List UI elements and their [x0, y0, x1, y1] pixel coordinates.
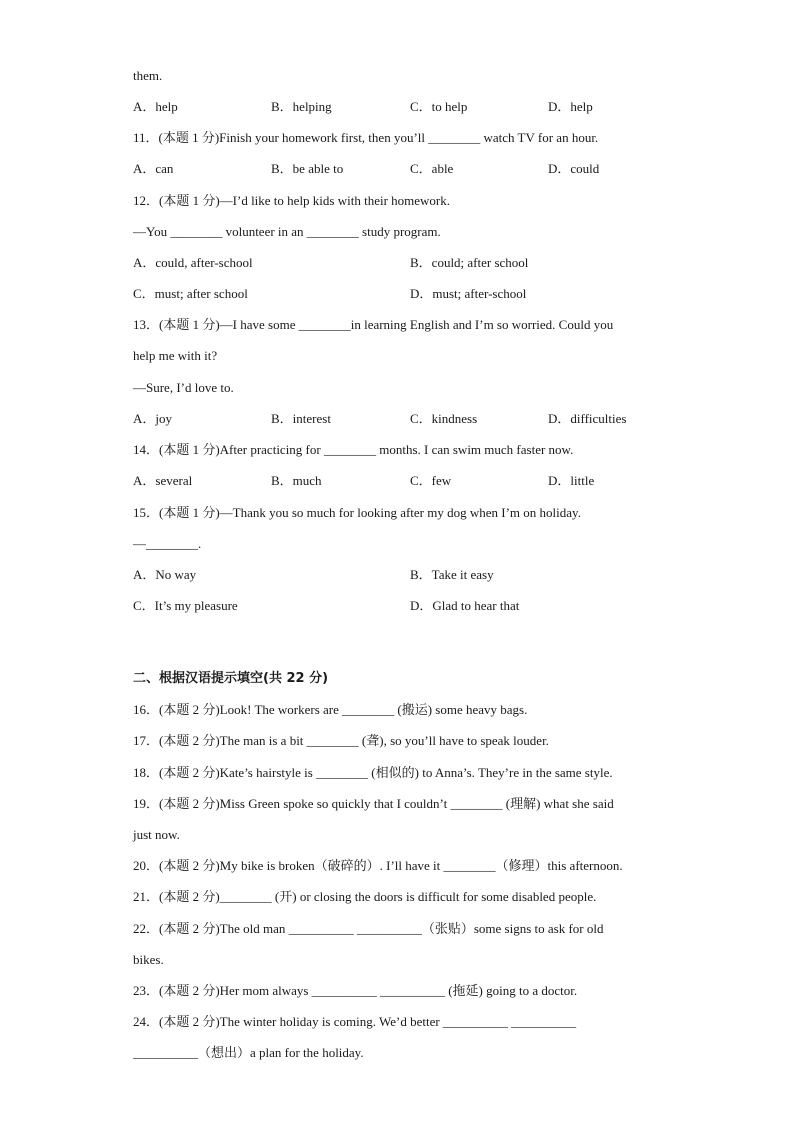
option-d: D．little [548, 473, 595, 488]
option-d: D．help [548, 99, 593, 114]
option-c: C．must; after school [133, 286, 248, 301]
option-a: A．can [133, 161, 174, 176]
option-c: C．few [410, 473, 452, 488]
question-15-line2: —________. [133, 536, 202, 551]
question-20: 20．(本题 2 分)My bike is broken（破碎的）. I’ll have it ________（修理）this afternoon. [133, 858, 623, 873]
question-21: 21．(本题 2 分)________ (开) or closing the doors is difficult for some disabled people. [133, 889, 597, 904]
option-a: A．could, after-school [133, 255, 253, 270]
question-13: 13．(本题 1 分)—I have some ________in learning English and I’m so worried. Could you [133, 317, 614, 332]
question-19: 19．(本题 2 分)Miss Green spoke so quickly that I couldn’t ________ (理解) what she said [133, 796, 614, 811]
question-11: 11．(本题 1 分)Finish your homework first, then you’ll ________ watch TV for an hour. [133, 130, 599, 145]
option-a: A．No way [133, 567, 197, 582]
question-12: 12．(本题 1 分)—I’d like to help kids with their homework. [133, 193, 451, 208]
option-c: C．kindness [410, 411, 478, 426]
option-a: A．help [133, 99, 178, 114]
option-c: C．able [410, 161, 454, 176]
question-24: 24．(本题 2 分)The winter holiday is coming. We’d better __________ __________ [133, 1014, 577, 1029]
question-17: 17．(本题 2 分)The man is a bit ________ (聋), so you’ll have to speak louder. [133, 733, 549, 748]
question-24-line2: __________（想出）a plan for the holiday. [133, 1045, 364, 1060]
question-19-line2: just now. [133, 827, 180, 842]
question-22: 22．(本题 2 分)The old man __________ __________（张贴）some signs to ask for old [133, 921, 604, 936]
question-12-line2: —You ________ volunteer in an ________ study program. [133, 224, 441, 239]
question-23: 23．(本题 2 分)Her mom always __________ __________ (拖延) going to a doctor. [133, 983, 578, 998]
question-14: 14．(本题 1 分)After practicing for ________ months. I can swim much faster now. [133, 442, 574, 457]
question-13-line3: —Sure, I’d love to. [133, 380, 234, 395]
option-b: B．much [271, 473, 322, 488]
option-b: B．interest [271, 411, 331, 426]
option-b: B．could; after school [410, 255, 529, 270]
option-b: B．helping [271, 99, 332, 114]
option-b: B．be able to [271, 161, 344, 176]
option-c: C．It’s my pleasure [133, 598, 238, 613]
section-heading: 二、根据汉语提示填空(共 22 分) [133, 671, 329, 686]
option-c: C．to help [410, 99, 468, 114]
question-13-line2: help me with it? [133, 348, 218, 363]
option-b: B．Take it easy [410, 567, 494, 582]
question-15: 15．(本题 1 分)—Thank you so much for looking after my dog when I’m on holiday. [133, 505, 581, 520]
question-16: 16．(本题 2 分)Look! The workers are ________ (搬运) some heavy bags. [133, 702, 528, 717]
option-d: D．must; after-school [410, 286, 527, 301]
option-a: A．joy [133, 411, 173, 426]
option-a: A．several [133, 473, 193, 488]
question-10-tail: them. [133, 68, 163, 83]
question-22-line2: bikes. [133, 952, 164, 967]
option-d: D．difficulties [548, 411, 627, 426]
option-d: D．could [548, 161, 600, 176]
option-d: D．Glad to hear that [410, 598, 520, 613]
question-18: 18．(本题 2 分)Kate’s hairstyle is ________ (相似的) to Anna’s. They’re in the same style. [133, 765, 613, 780]
